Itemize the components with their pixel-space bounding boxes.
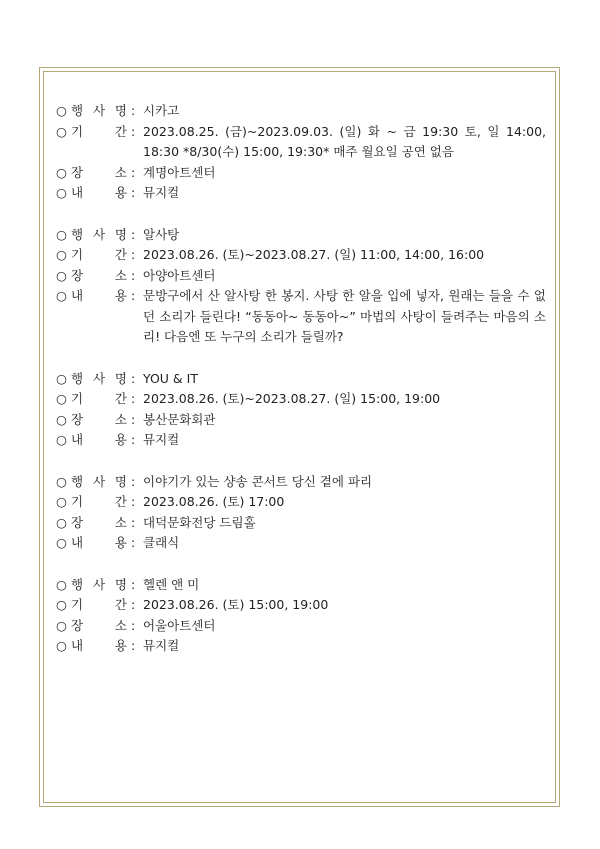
event-period-value: 2023.08.25. (금)~2023.09.03. (일) 화 ~ 금 19:30 토, 일 14:00, 18:30 *8/30(수) 15:00, 19:30* 매주 월요일 공연 없음 (143, 123, 546, 159)
event-period-value: 2023.08.26. (토)~2023.08.27. (일) 11:00, 14:00, 16:00 (143, 247, 485, 262)
event-period-value: 2023.08.26. (토)~2023.08.27. (일) 15:00, 19:00 (143, 391, 441, 406)
circle-bullet-icon: ○ (56, 164, 67, 180)
field-colon: : (131, 638, 136, 653)
event-period-row (56, 595, 546, 616)
field-label-char: 용 (114, 535, 127, 550)
circle-bullet-icon: ○ (56, 103, 67, 118)
field-colon: : (131, 391, 136, 406)
field-label-place (71, 266, 131, 287)
event-content-value: 클래식 (143, 535, 180, 550)
circle-bullet-icon: ○ (56, 473, 67, 489)
field-colon: : (131, 514, 136, 530)
field-label-name (71, 369, 131, 390)
circle-bullet-icon: ○ (56, 494, 67, 509)
field-label-content (71, 430, 131, 451)
event-period-value: 2023.08.26. (토) 17:00 (143, 494, 285, 509)
event-name-value: 이야기가 있는 샹송 콘서트 당신 곁에 파리 (143, 473, 373, 489)
event-place-value: 계명아트센터 (143, 164, 216, 180)
field-colon: : (131, 597, 136, 612)
field-colon: : (131, 247, 136, 262)
event-block (56, 101, 546, 204)
event-content-row (56, 533, 546, 554)
field-label-char: 명 (114, 473, 127, 489)
field-colon: : (131, 123, 136, 139)
field-label-char: 용 (114, 432, 127, 447)
field-label-char: 소 (114, 514, 127, 530)
field-label-char: 명 (114, 103, 127, 118)
event-place-value: 어울아트센터 (143, 617, 216, 633)
field-label-char: 소 (114, 411, 127, 427)
field-colon: : (131, 494, 136, 509)
field-label-char: 명 (114, 576, 127, 592)
field-label-char: 장 (71, 617, 84, 633)
event-place-value: 아양아트센터 (143, 267, 216, 283)
field-label-char: 기 (71, 123, 84, 139)
event-place-row (56, 410, 546, 431)
circle-bullet-icon: ○ (56, 411, 67, 427)
field-label-char: 사 (92, 370, 106, 386)
event-block (56, 369, 546, 451)
field-label-name (71, 225, 131, 246)
event-name-row (56, 369, 546, 390)
field-label-char: 간 (114, 123, 127, 139)
circle-bullet-icon: ○ (56, 597, 67, 612)
circle-bullet-icon: ○ (56, 247, 67, 262)
field-label-char: 장 (71, 267, 84, 283)
field-label-char: 간 (114, 247, 127, 262)
circle-bullet-icon: ○ (56, 514, 67, 530)
field-colon: : (131, 288, 136, 303)
event-content-value: 뮤지컬 (143, 185, 180, 200)
event-period-row (56, 492, 546, 513)
field-label-char: 내 (71, 288, 84, 303)
event-period-row (56, 389, 546, 410)
field-colon: : (131, 535, 136, 550)
event-place-row (56, 616, 546, 637)
field-colon: : (131, 226, 136, 242)
field-label-char: 소 (114, 617, 127, 633)
circle-bullet-icon: ○ (56, 638, 67, 653)
event-name-row (56, 225, 546, 246)
event-content-value: 뮤지컬 (143, 432, 180, 447)
field-label-char: 장 (71, 514, 84, 530)
field-label-content (71, 533, 131, 554)
field-label-period (71, 245, 131, 266)
event-name-row (56, 575, 546, 596)
circle-bullet-icon: ○ (56, 123, 67, 139)
circle-bullet-icon: ○ (56, 576, 67, 592)
circle-bullet-icon: ○ (56, 391, 67, 406)
field-label-period (71, 492, 131, 513)
field-label-place (71, 410, 131, 431)
event-name-value: 알사탕 (143, 226, 180, 242)
event-content-row (56, 286, 546, 348)
event-place-row (56, 163, 546, 184)
event-block (56, 575, 546, 657)
event-content-row (56, 183, 546, 204)
field-label-char: 용 (114, 288, 127, 303)
field-label-char: 내 (71, 432, 84, 447)
field-colon: : (131, 473, 136, 489)
field-label-char: 간 (114, 494, 127, 509)
field-label-char: 기 (71, 247, 84, 262)
field-colon: : (131, 185, 136, 200)
event-content-value: 문방구에서 산 알사탕 한 봉지. 사탕 한 알을 입에 넣자, 원래는 들을 수 없던 소리가 들린다! “동동아~ 동동아~” 마법의 사탕이 들려주는 마음의 소리! 다음엔 또 누구의 소리가 들릴까? (143, 288, 546, 344)
field-label-period (71, 122, 131, 143)
field-label-period (71, 595, 131, 616)
event-place-value: 대덕문화전당 드림홀 (143, 514, 256, 530)
field-colon: : (131, 411, 136, 427)
field-label-char: 간 (114, 597, 127, 612)
event-name-value: YOU & IT (143, 370, 198, 386)
event-name-row (56, 101, 546, 122)
event-content-row (56, 636, 546, 657)
field-label-place (71, 513, 131, 534)
field-colon: : (131, 164, 136, 180)
field-label-char: 행 (71, 226, 84, 242)
field-label-char: 기 (71, 494, 84, 509)
event-period-value: 2023.08.26. (토) 15:00, 19:00 (143, 597, 329, 612)
field-colon: : (131, 617, 136, 633)
circle-bullet-icon: ○ (56, 226, 67, 242)
event-name-value: 헬렌 앤 미 (143, 576, 200, 592)
circle-bullet-icon: ○ (56, 267, 67, 283)
event-place-row (56, 266, 546, 287)
field-label-char: 행 (71, 103, 84, 118)
field-label-char: 사 (92, 473, 106, 489)
field-label-char: 소 (114, 267, 127, 283)
circle-bullet-icon: ○ (56, 288, 67, 303)
circle-bullet-icon: ○ (56, 617, 67, 633)
circle-bullet-icon: ○ (56, 535, 67, 550)
field-label-content (71, 636, 131, 657)
field-label-char: 행 (71, 576, 84, 592)
field-label-place (71, 163, 131, 184)
field-label-period (71, 389, 131, 410)
circle-bullet-icon: ○ (56, 370, 67, 386)
event-content-row (56, 430, 546, 451)
field-label-char: 용 (114, 638, 127, 653)
field-label-char: 내 (71, 535, 84, 550)
field-label-char: 장 (71, 164, 84, 180)
field-label-char: 장 (71, 411, 84, 427)
field-label-char: 사 (92, 576, 106, 592)
field-colon: : (131, 103, 136, 118)
field-label-char: 행 (71, 370, 84, 386)
field-label-name (71, 472, 131, 493)
field-label-char: 명 (114, 226, 127, 242)
field-label-content (71, 286, 131, 307)
event-place-value: 봉산문화회관 (143, 411, 216, 427)
field-label-char: 기 (71, 391, 84, 406)
field-label-char: 소 (114, 164, 127, 180)
field-label-char: 용 (114, 185, 127, 200)
field-label-char: 내 (71, 638, 84, 653)
event-content-value: 뮤지컬 (143, 638, 180, 653)
field-colon: : (131, 267, 136, 283)
circle-bullet-icon: ○ (56, 185, 67, 200)
event-list (56, 101, 546, 678)
field-label-place (71, 616, 131, 637)
event-place-row (56, 513, 546, 534)
field-label-char: 기 (71, 597, 84, 612)
field-label-name (71, 575, 131, 596)
field-label-char: 행 (71, 473, 84, 489)
field-colon: : (131, 432, 136, 447)
event-period-row (56, 245, 546, 266)
field-label-char: 내 (71, 185, 84, 200)
event-block (56, 472, 546, 554)
field-colon: : (131, 576, 136, 592)
event-name-value: 시카고 (143, 103, 180, 118)
event-block (56, 225, 546, 348)
field-colon: : (131, 370, 136, 386)
field-label-content (71, 183, 131, 204)
circle-bullet-icon: ○ (56, 432, 67, 447)
field-label-name (71, 101, 131, 122)
event-name-row (56, 472, 546, 493)
field-label-char: 명 (114, 370, 127, 386)
field-label-char: 사 (92, 103, 106, 118)
field-label-char: 간 (114, 391, 127, 406)
event-period-row (56, 122, 546, 163)
field-label-char: 사 (92, 226, 106, 242)
